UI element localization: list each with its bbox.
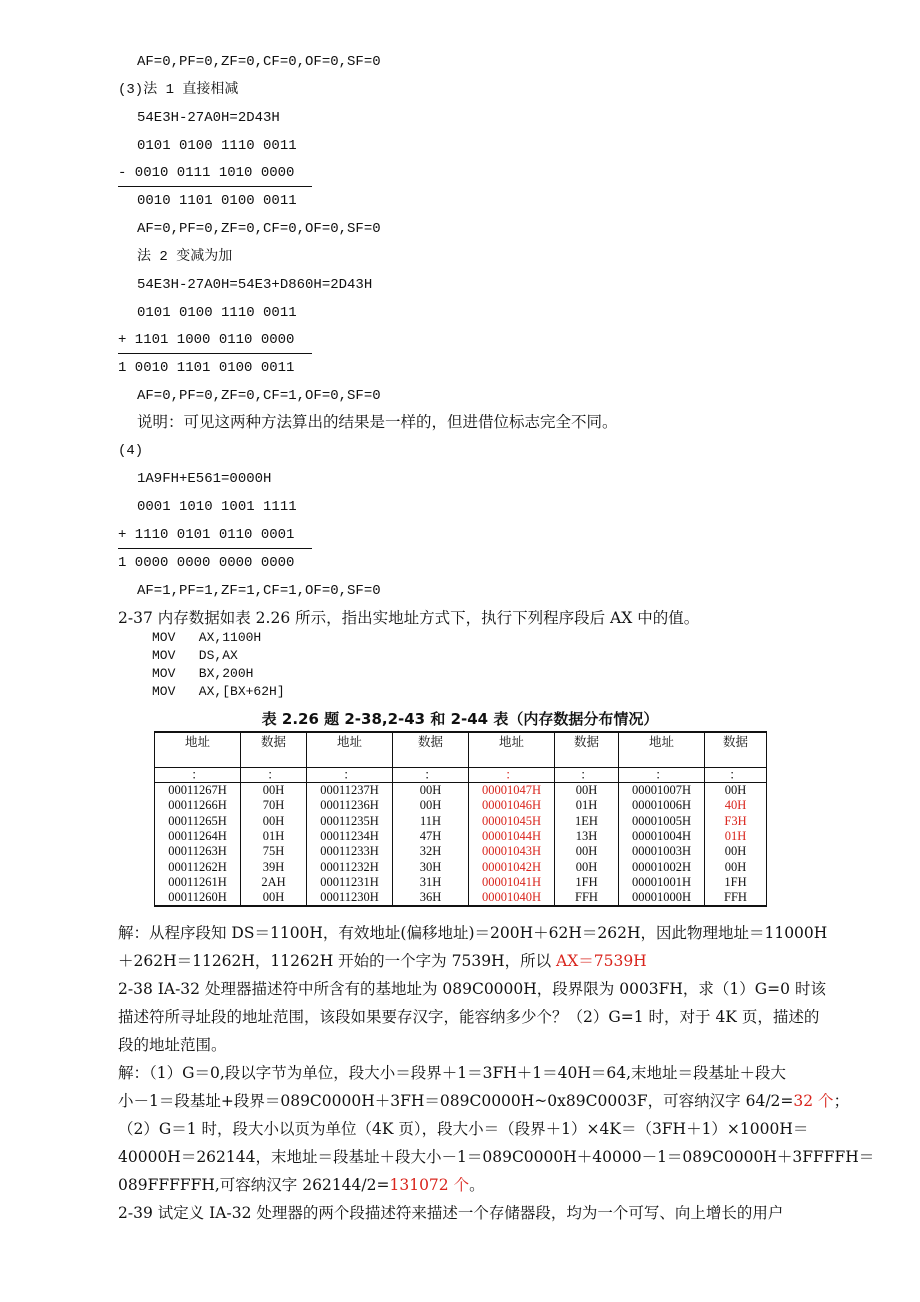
ellipsis-cell: ： <box>469 768 555 783</box>
table-row <box>155 875 767 890</box>
header-data: 数据 <box>705 732 767 768</box>
answer-2-37-line2 <box>118 951 647 971</box>
address-cell: 00011236H <box>307 798 393 813</box>
data-cell: F3H <box>705 814 767 829</box>
data-cell: 30H <box>393 859 469 874</box>
answer-text: ＋262H＝11262H，11262H 开始的一个字为 7539H，所以 <box>118 952 556 970</box>
address-cell: 00011235H <box>307 814 393 829</box>
header-data: 数据 <box>555 732 619 768</box>
answer-text: 小－1＝段基址+段界＝089C0000H＋3FH＝089C0000H~0x89C0003F，可容纳汉字 64/2= <box>118 1092 794 1110</box>
ellipsis-cell: ： <box>555 768 619 783</box>
table-row <box>155 814 767 829</box>
address-cell: 00001044H <box>469 829 555 844</box>
question-2-37: 2-37 内存数据如表 2.26 所示，指出实地址方式下，执行下列程序段后 AX 中的值。 <box>118 609 700 627</box>
program-line: MOV AX,1100H <box>152 630 262 645</box>
data-cell: 13H <box>555 829 619 844</box>
data-cell: 36H <box>393 890 469 906</box>
address-cell: 00001042H <box>469 859 555 874</box>
address-cell: 00001000H <box>619 890 705 906</box>
data-cell: 01H <box>241 829 307 844</box>
address-cell: 00001007H <box>619 783 705 799</box>
flags-line: AF=0,PF=0,ZF=0,CF=0,OF=0,SF=0 <box>137 54 381 70</box>
sum-rule <box>118 353 312 354</box>
data-cell: 00H <box>705 783 767 799</box>
table-caption: 表 2.26 题 2-38,2-43 和 2-44 表（内存数据分布情况） <box>261 710 659 728</box>
memory-table <box>154 731 767 907</box>
data-cell: 00H <box>555 783 619 799</box>
ellipsis-cell: ： <box>705 768 767 783</box>
answer-text: 089FFFFFH,可容纳汉字 262144/2= <box>118 1176 390 1194</box>
answer-2-38-1-line2 <box>118 1091 849 1111</box>
address-cell: 00001045H <box>469 814 555 829</box>
table-row <box>155 829 767 844</box>
address-cell: 00011260H <box>155 890 241 906</box>
address-cell: 00011234H <box>307 829 393 844</box>
program-line: MOV BX,200H <box>152 666 254 681</box>
question-2-38-line3: 段的地址范围。 <box>118 1036 227 1054</box>
header-address: 地址 <box>155 732 241 768</box>
answer-2-37-line1: 解：从程序段知 DS＝1100H，有效地址(偏移地址)＝200H＋62H＝262H，因此物理地址＝11000H <box>118 924 828 942</box>
header-data: 数据 <box>393 732 469 768</box>
answer-text: 。 <box>469 1176 485 1194</box>
header-address: 地址 <box>307 732 393 768</box>
address-cell: 00011231H <box>307 875 393 890</box>
data-cell: 00H <box>555 859 619 874</box>
address-cell: 00001047H <box>469 783 555 799</box>
address-cell: 00011232H <box>307 859 393 874</box>
data-cell: 70H <box>241 798 307 813</box>
header-data: 数据 <box>241 732 307 768</box>
binary-operand: + 1110 0101 0110 0001 <box>118 527 295 543</box>
binary-operand: 0101 0100 1110 0011 <box>137 138 297 154</box>
table-ellipsis-row <box>155 768 767 783</box>
binary-operand: 0101 0100 1110 0011 <box>137 305 297 321</box>
address-cell: 00011262H <box>155 859 241 874</box>
data-cell: 1EH <box>555 814 619 829</box>
header-address: 地址 <box>619 732 705 768</box>
ellipsis-cell: ： <box>393 768 469 783</box>
address-cell: 00001005H <box>619 814 705 829</box>
ellipsis-cell: ： <box>307 768 393 783</box>
address-cell: 00011233H <box>307 844 393 859</box>
data-cell: FFH <box>705 890 767 906</box>
binary-operand: 0001 1010 1001 1111 <box>137 499 297 515</box>
header-address: 地址 <box>469 732 555 768</box>
address-cell: 00001040H <box>469 890 555 906</box>
address-cell: 00001041H <box>469 875 555 890</box>
data-cell: 00H <box>241 814 307 829</box>
data-cell: 00H <box>241 783 307 799</box>
address-cell: 00001003H <box>619 844 705 859</box>
method-heading: 法 2 变减为加 <box>137 249 233 265</box>
note-line: 说明：可见这两种方法算出的结果是一样的，但进借位标志完全不同。 <box>137 413 618 431</box>
part-heading: (4) <box>118 443 144 459</box>
equation-line: 54E3H-27A0H=54E3+D860H=2D43H <box>137 277 373 293</box>
question-2-38-line1: 2-38 IA-32 处理器描述符中所含有的基地址为 089C0000H，段界限为 0003FH，求（1）G=0 时该 <box>118 980 826 998</box>
table-row <box>155 783 767 799</box>
data-cell: 39H <box>241 859 307 874</box>
address-cell: 00001002H <box>619 859 705 874</box>
data-cell: 1FH <box>555 875 619 890</box>
table-row <box>155 859 767 874</box>
program-line: MOV AX,[BX+62H] <box>152 684 285 699</box>
question-2-38-line2: 描述符所寻址段的地址范围，该段如果要存汉字，能容纳多少个？（2）G=1 时，对于 4K 页，描述的 <box>118 1008 820 1026</box>
answer-highlight: 131072 个 <box>389 1176 470 1194</box>
address-cell: 00011267H <box>155 783 241 799</box>
binary-operand: + 1101 1000 0110 0000 <box>118 332 295 348</box>
data-cell: 75H <box>241 844 307 859</box>
address-cell: 00011265H <box>155 814 241 829</box>
answer-2-38-1-line1: 解：（1）G＝0,段以字节为单位，段大小＝段界＋1＝3FH＋1＝40H＝64,末地址＝段基址＋段大 <box>118 1064 787 1082</box>
address-cell: 00011230H <box>307 890 393 906</box>
table-header-row <box>155 732 767 768</box>
flags-line: AF=0,PF=0,ZF=0,CF=0,OF=0,SF=0 <box>137 221 381 237</box>
address-cell: 00011264H <box>155 829 241 844</box>
question-2-39: 2-39 试定义 IA-32 处理器的两个段描述符来描述一个存储器段，均为一个可写、向上增长的用户 <box>118 1204 784 1222</box>
address-cell: 00001006H <box>619 798 705 813</box>
answer-highlight: AX＝7539H <box>556 952 647 970</box>
data-cell: 00H <box>393 798 469 813</box>
answer-2-38-2-line3 <box>118 1175 485 1195</box>
binary-result: 1 0000 0000 0000 0000 <box>118 555 295 571</box>
data-cell: FFH <box>555 890 619 906</box>
data-cell: 11H <box>393 814 469 829</box>
equation-line: 54E3H-27A0H=2D43H <box>137 110 280 126</box>
ellipsis-cell: ： <box>241 768 307 783</box>
answer-2-38-2-line1: （2）G＝1 时，段大小以页为单位（4K 页），段大小＝（段界＋1）×4K＝（3FH＋1）×1000H＝ <box>118 1120 809 1138</box>
binary-result: 0010 1101 0100 0011 <box>137 193 297 209</box>
table-row <box>155 890 767 906</box>
data-cell: 31H <box>393 875 469 890</box>
ellipsis-cell: ： <box>155 768 241 783</box>
address-cell: 00001046H <box>469 798 555 813</box>
address-cell: 00001001H <box>619 875 705 890</box>
data-cell: 2AH <box>241 875 307 890</box>
data-cell: 01H <box>705 829 767 844</box>
sum-rule <box>118 186 312 187</box>
flags-line: AF=0,PF=0,ZF=0,CF=1,OF=0,SF=0 <box>137 388 381 404</box>
data-cell: 00H <box>555 844 619 859</box>
ellipsis-cell: ： <box>619 768 705 783</box>
answer-text: ； <box>833 1092 850 1110</box>
data-cell: 00H <box>393 783 469 799</box>
data-cell: 01H <box>555 798 619 813</box>
binary-result: 1 0010 1101 0100 0011 <box>118 360 295 376</box>
sum-rule <box>118 548 312 549</box>
data-cell: 40H <box>705 798 767 813</box>
address-cell: 00001043H <box>469 844 555 859</box>
data-cell: 00H <box>241 890 307 906</box>
program-line: MOV DS,AX <box>152 648 238 663</box>
address-cell: 00011261H <box>155 875 241 890</box>
address-cell: 00011237H <box>307 783 393 799</box>
address-cell: 00001004H <box>619 829 705 844</box>
table-row <box>155 798 767 813</box>
data-cell: 00H <box>705 859 767 874</box>
answer-2-38-2-line2: 40000H＝262144，末地址＝段基址＋段大小－1＝089C0000H＋40000－1＝089C0000H＋3FFFFH＝ <box>118 1148 875 1166</box>
answer-highlight: 32 个 <box>793 1092 834 1110</box>
data-cell: 1FH <box>705 875 767 890</box>
equation-line: 1A9FH+E561=0000H <box>137 471 272 487</box>
binary-operand: - 0010 0111 1010 0000 <box>118 165 295 181</box>
table-row <box>155 844 767 859</box>
address-cell: 00011263H <box>155 844 241 859</box>
flags-line: AF=1,PF=1,ZF=1,CF=1,OF=0,SF=0 <box>137 583 381 599</box>
method-heading: (3)法 1 直接相减 <box>118 82 239 98</box>
data-cell: 00H <box>705 844 767 859</box>
address-cell: 00011266H <box>155 798 241 813</box>
data-cell: 47H <box>393 829 469 844</box>
data-cell: 32H <box>393 844 469 859</box>
